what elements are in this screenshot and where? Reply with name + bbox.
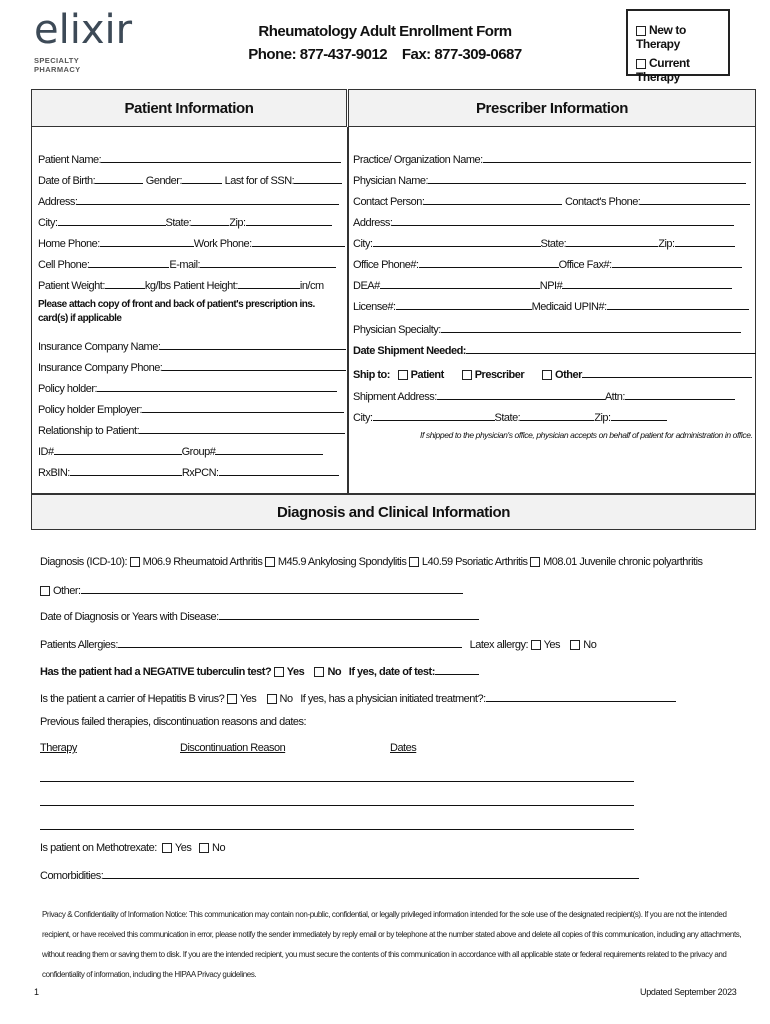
tb-yes-checkbox[interactable]: [274, 667, 284, 677]
ship-to-options: Ship to: Patient Prescriber Other: [353, 367, 752, 382]
current-therapy-option[interactable]: Current Therapy: [636, 56, 690, 84]
column-divider: [347, 127, 349, 494]
contact-line: Phone: 877-437-9012 Fax: 877-309-0687: [248, 46, 522, 63]
elixir-logo: [34, 7, 133, 80]
methotrexate-field[interactable]: Is patient on Methotrexate: Yes No: [40, 842, 226, 854]
icd-psa-checkbox[interactable]: [409, 557, 419, 567]
therapy-status-box: [626, 9, 730, 84]
tb-no-checkbox[interactable]: [314, 667, 324, 677]
license-upin-field[interactable]: License#: Medicaid UPIN#:: [353, 299, 749, 314]
patient-city-field[interactable]: City: State: Zip:: [38, 215, 332, 230]
logo-subtitle: SPECIALTY PHARMACY: [34, 56, 81, 74]
updated-date: Updated September 2023: [640, 987, 737, 997]
insurance-phone-field[interactable]: Insurance Company Phone:: [38, 360, 346, 375]
previous-therapies-label: Previous failed therapies, discontinuation reasons and dates:: [40, 716, 307, 728]
col-dates: Dates: [390, 742, 417, 754]
shipment-note: If shipped to the physician's office, physician accepts on behalf of patient for administration in office.: [420, 430, 753, 440]
rxbin-field[interactable]: RxBIN: RxPCN:: [38, 465, 339, 480]
policy-holder-employer-field[interactable]: Policy holder Employer:: [38, 402, 344, 417]
patient-name-field[interactable]: Patient Name:: [38, 152, 341, 167]
allergies-field[interactable]: Patients Allergies: Latex allergy: Yes No: [40, 639, 597, 651]
attach-card-note: Please attach copy of front and back of patient's prescription ins. card(s) if applicable: [38, 299, 315, 324]
icd-as-checkbox[interactable]: [265, 557, 275, 567]
specialty-field[interactable]: Physician Specialty:: [353, 322, 741, 337]
form-title-block: [200, 20, 570, 66]
dob-field[interactable]: Date of Birth: Gender: Last for of SSN:: [38, 173, 342, 188]
home-phone-field[interactable]: Home Phone: Work Phone:: [38, 236, 345, 251]
diagnosis-section-header: Diagnosis and Clinical Information: [31, 494, 756, 530]
checkbox-icon[interactable]: [636, 59, 646, 69]
insurance-name-field[interactable]: Insurance Company Name:: [38, 339, 346, 354]
icd-jca-checkbox[interactable]: [530, 557, 540, 567]
mtx-yes-checkbox[interactable]: [162, 843, 172, 853]
comorbidities-field[interactable]: Comorbidities:: [40, 868, 639, 883]
latex-yes-checkbox[interactable]: [531, 640, 541, 650]
therapy-row-line[interactable]: [40, 805, 634, 806]
privacy-notice: Privacy & Confidentiality of Information Notice: This communication may contain non-public, confidential, or legally privileged information intended for the sole use of the designated recipient(s). If you are not the intended recipient, or have received this communication in error, please notify the sender immediately by reply email or by telephone at the number stated above and delete all copies of this communication, including any attachments, without reading them or saving them to disk. If you are the intended recipient, you must secure the contents of this communication in accordance with all applicable state or federal requirements related to the privacy and confidentiality of information, including the HIPAA Privacy guidelines.: [42, 910, 742, 979]
col-therapy: Therapy: [40, 742, 77, 754]
page-number: 1: [34, 987, 40, 997]
other-diagnosis-field[interactable]: Other:: [40, 583, 463, 598]
policy-holder-field[interactable]: Policy holder:: [38, 381, 337, 396]
icd-ra-checkbox[interactable]: [130, 557, 140, 567]
checkbox-icon[interactable]: [636, 26, 646, 36]
form-title: Rheumatology Adult Enrollment Form: [258, 23, 512, 40]
latex-no-checkbox[interactable]: [570, 640, 580, 650]
shipment-city-field[interactable]: City: State: Zip:: [353, 410, 667, 425]
office-phone-field[interactable]: Office Phone#: Office Fax#:: [353, 257, 742, 272]
hepb-no-checkbox[interactable]: [267, 694, 277, 704]
patient-address-field[interactable]: Address:: [38, 194, 339, 209]
contact-person-field[interactable]: Contact Person: Contact's Phone:: [353, 194, 750, 209]
col-discontinuation-reason: Discontinuation Reason: [180, 742, 286, 754]
ship-other-checkbox[interactable]: [542, 370, 552, 380]
id-group-field[interactable]: ID# Group#: [38, 444, 323, 459]
dea-npi-field[interactable]: DEA# NPI#: [353, 278, 732, 293]
ship-prescriber-checkbox[interactable]: [462, 370, 472, 380]
relationship-field[interactable]: Relationship to Patient:: [38, 423, 345, 438]
hepb-yes-checkbox[interactable]: [227, 694, 237, 704]
other-checkbox[interactable]: [40, 586, 50, 596]
therapy-row-line[interactable]: [40, 781, 634, 782]
date-of-diagnosis-field[interactable]: Date of Diagnosis or Years with Disease:: [40, 609, 479, 624]
therapy-row-line[interactable]: [40, 829, 634, 830]
tb-test-field[interactable]: Has the patient had a NEGATIVE tuberculin test? Yes No If yes, date of test:: [40, 664, 479, 679]
prescriber-city-field[interactable]: City: State: Zip:: [353, 236, 735, 251]
logo-wordmark: elixir: [34, 7, 133, 53]
practice-name-field[interactable]: Practice/ Organization Name:: [353, 152, 751, 167]
patient-section-header: Patient Information: [31, 89, 347, 127]
hepatitis-b-field[interactable]: Is the patient a carrier of Hepatitis B virus? Yes No If yes, has a physician initiated treatment?:: [40, 691, 676, 706]
shipment-address-field[interactable]: Shipment Address: Attn:: [353, 389, 735, 404]
icd-diagnosis-options: Diagnosis (ICD-10): M06.9 Rheumatoid Arthritis M45.9 Ankylosing Spondylitis L40.59 Psoriatic Arthritis M08.01 Juvenile chronic polyarthritis: [40, 556, 703, 568]
prescriber-section-header: Prescriber Information: [348, 89, 756, 127]
shipment-date-field[interactable]: Date Shipment Needed:: [353, 343, 756, 358]
cell-phone-field[interactable]: Cell Phone: E-mail:: [38, 257, 336, 272]
weight-height-field[interactable]: Patient Weight: kg/lbs Patient Height: in/cm: [38, 280, 324, 292]
prescriber-address-field[interactable]: Address:: [353, 215, 734, 230]
new-therapy-option[interactable]: New to Therapy: [636, 23, 686, 51]
mtx-no-checkbox[interactable]: [199, 843, 209, 853]
ship-patient-checkbox[interactable]: [398, 370, 408, 380]
physician-name-field[interactable]: Physician Name:: [353, 173, 746, 188]
